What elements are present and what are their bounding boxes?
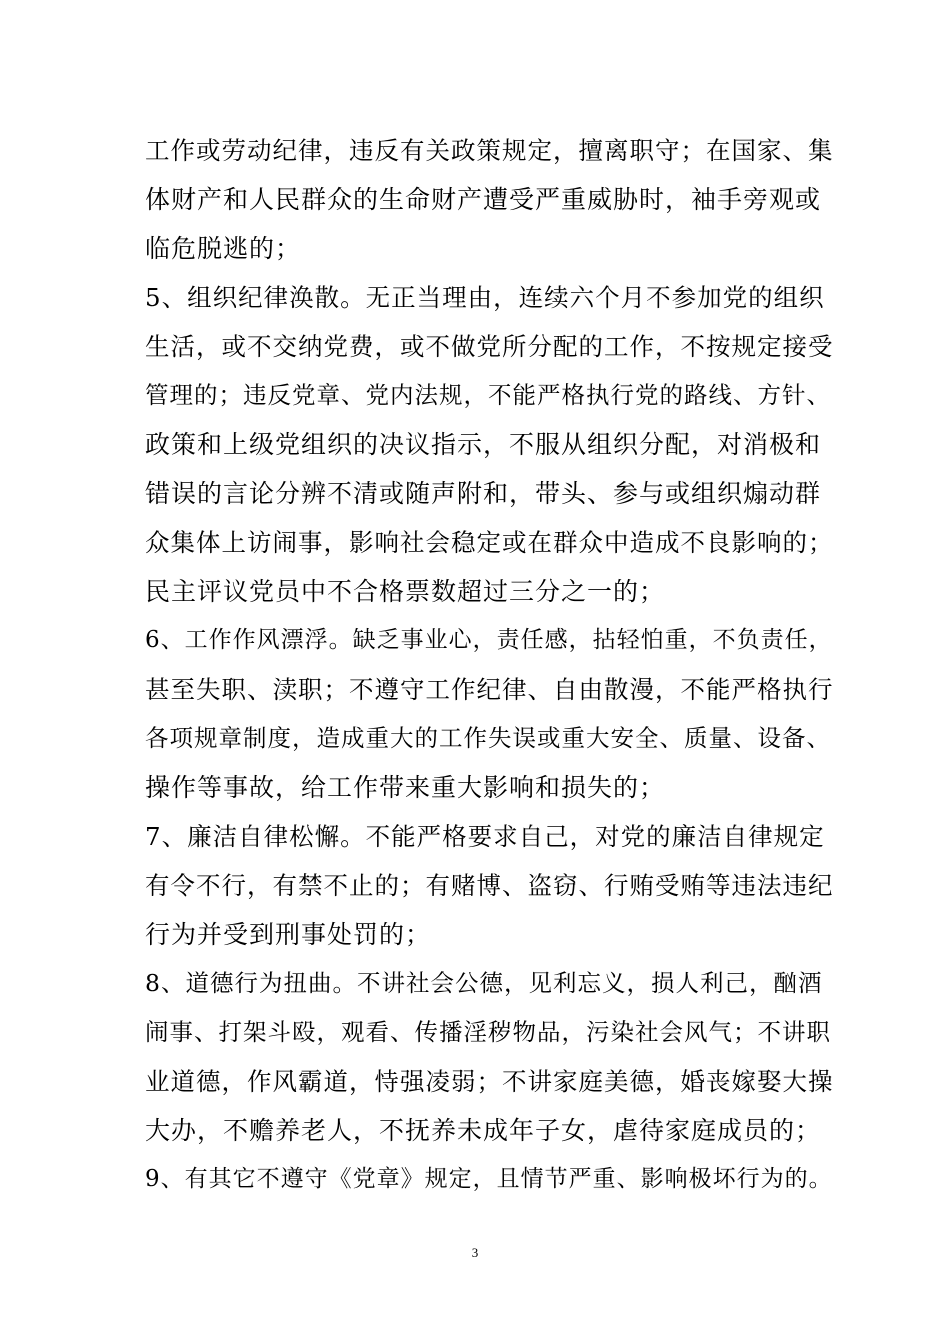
text-line: 闹事、打架斗殴，观看、传播淫秽物品，污染社会风气；不讲职 [145, 1018, 831, 1046]
text-line: 民主评议党员中不合格票数超过三分之一的； [145, 577, 666, 606]
text-line: 6、工作作风漂浮。缺乏事业心，责任感，拈轻怕重，不负责任， [145, 627, 833, 653]
text-line: 体财产和人民群众的生命财产遭受严重威胁时，袖手旁观或 [145, 185, 822, 214]
text-line: 众集体上访闹事，影响社会稳定或在群众中造成不良影响的； [145, 528, 834, 557]
text-line: 管理的；违反党章、党内法规，不能严格执行党的路线、方针、 [145, 381, 831, 409]
text-line: 各项规章制度，造成重大的工作失误或重大安全、质量、设备、 [145, 724, 831, 752]
text-line: 5、组织纪律涣散。无正当理由，连续六个月不参加党的组织 [145, 283, 825, 312]
text-line: 9、有其它不遵守《党章》规定，且情节严重、影响极坏行为的。 [145, 1166, 833, 1192]
text-line: 业道德，作风霸道，恃强凌弱；不讲家庭美德，婚丧嫁娶大操 [145, 1067, 834, 1096]
text-line: 临危脱逃的； [145, 234, 302, 263]
text-line: 大办，不赡养老人，不抚养未成年子女，虐待家庭成员的； [145, 1116, 822, 1145]
body-text [145, 126, 834, 1204]
text-line: 7、廉洁自律松懈。不能严格要求自己，对党的廉洁自律规定 [145, 822, 825, 851]
text-line: 8、道德行为扭曲。不讲社会公德，见利忘义，损人利己，酗酒 [145, 969, 823, 997]
text-line: 生活，或不交纳党费，或不做党所分配的工作，不按规定接受 [145, 332, 834, 361]
text-line: 政策和上级党组织的决议指示，不服从组织分配，对消极和 [145, 430, 822, 459]
text-line: 有令不行，有禁不止的；有赌博、盗窃、行贿受贿等违法违纪 [145, 871, 834, 900]
text-line: 操作等事故，给工作带来重大影响和损失的； [145, 773, 666, 802]
text-line: 工作或劳动纪律，违反有关政策规定，擅离职守；在国家、集 [145, 136, 834, 165]
page-number: 3 [471, 1245, 479, 1260]
text-line: 错误的言论分辨不清或随声附和，带头、参与或组织煽动群 [145, 479, 822, 508]
text-line: 行为并受到刑事处罚的； [145, 920, 432, 949]
text-line: 甚至失职、渎职；不遵守工作纪律、自由散漫，不能严格执行 [145, 675, 834, 704]
